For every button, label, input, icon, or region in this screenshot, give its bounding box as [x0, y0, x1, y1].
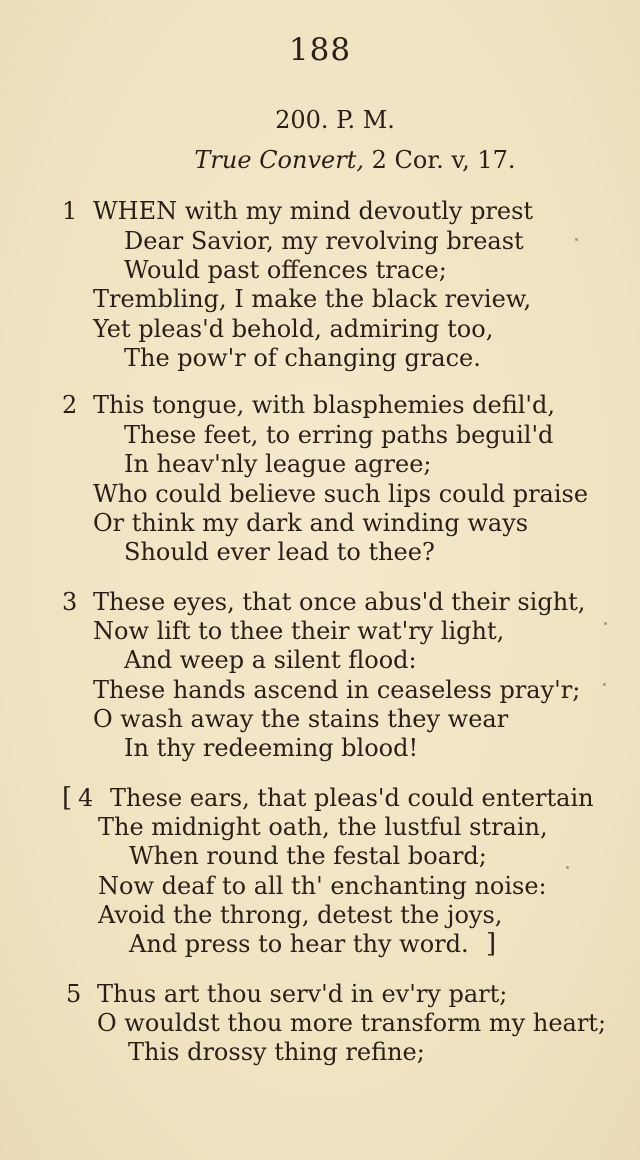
verse-line: These eyes, that once abus'd their sight, [93, 588, 586, 616]
verse-line: Or think my dark and winding ways [93, 509, 529, 537]
paper-speck [603, 683, 606, 686]
verse-line: And weep a silent flood: [124, 646, 417, 674]
verse-line: Should ever lead to thee? [124, 538, 435, 566]
paper-speck [604, 622, 607, 625]
verse-line: These ears, that pleas'd could entertain [110, 784, 594, 812]
stanza-number: 5 [66, 980, 82, 1008]
stanza-number: 4 [78, 784, 94, 812]
stanza-number: 2 [62, 391, 78, 419]
verse-line: And press to hear thy word. [129, 930, 469, 958]
verse-line: The midnight oath, the lustful strain, [98, 813, 548, 841]
paper-speck [575, 238, 578, 241]
verse-line: O wash away the stains they wear [93, 705, 509, 733]
verse-line: In heav'nly league agree; [124, 450, 432, 478]
hymn-number: 200. P. M. [275, 106, 395, 134]
stanza-number: 1 [62, 197, 78, 225]
verse-line: Dear Savior, my revolving breast [124, 227, 524, 255]
open-bracket: [ [62, 783, 73, 813]
verse-line: O wouldst thou more transform my heart; [97, 1009, 607, 1037]
verse-line: In thy redeeming blood! [124, 734, 419, 762]
page-number: 188 [288, 32, 352, 68]
stanza-number: 3 [62, 588, 78, 616]
verse-line: Trembling, I make the black review, [93, 285, 532, 313]
hymn-title: True Convert, [194, 146, 364, 174]
verse-line: WHEN with my mind devoutly prest [93, 197, 534, 225]
verse-line: Now lift to thee their wat'ry light, [93, 617, 505, 645]
verse-line: When round the festal board; [129, 842, 487, 870]
verse-line: Now deaf to all th' enchanting noise: [98, 872, 547, 900]
verse-line: This tongue, with blasphemies defil'd, [93, 391, 555, 419]
verse-line: Yet pleas'd behold, admiring too, [93, 315, 494, 343]
verse-line: Thus art thou serv'd in ev'ry part; [97, 980, 508, 1008]
paper-speck [566, 866, 569, 869]
hymn-reference: 2 Cor. v, 17. [371, 146, 516, 174]
verse-line: These feet, to erring paths beguil'd [124, 421, 554, 449]
verse-line: The pow'r of changing grace. [124, 344, 481, 372]
verse-line: This drossy thing refine; [128, 1038, 425, 1066]
hymn-subtitle [0, 146, 640, 174]
verse-line: Would past offences trace; [124, 256, 447, 284]
verse-line: Who could believe such lips could praise [93, 480, 589, 508]
close-bracket: ] [486, 929, 497, 959]
verse-line: These hands ascend in ceaseless pray'r; [93, 676, 581, 704]
verse-line: Avoid the throng, detest the joys, [98, 901, 503, 929]
